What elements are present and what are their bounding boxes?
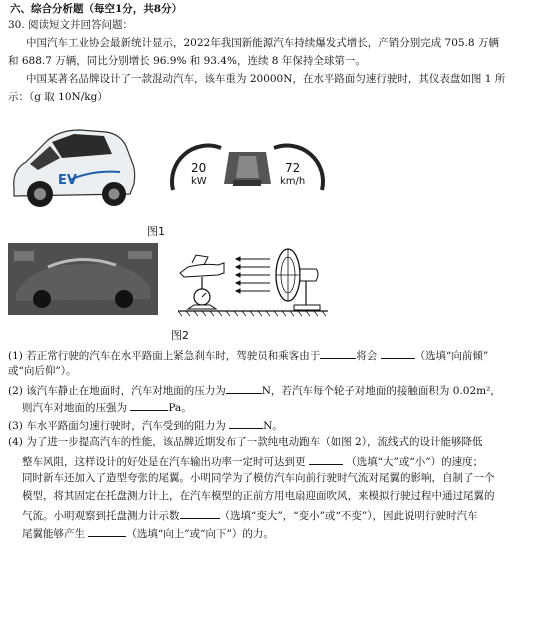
- question-4-line-1: (4) 为了进一步提高汽车的性能，该品牌近期发布了一款纯电动跑车（如图 2），流线式的设计能够降低: [8, 436, 483, 448]
- figure-2-caption: 图2: [171, 329, 189, 342]
- answer-blank-4c[interactable]: [88, 526, 126, 537]
- answer-blank-4a[interactable]: [309, 454, 343, 465]
- paragraph-1-line-1: 中国汽车工业协会最新统计显示，2022年我国新能源汽车持续爆发式增长，产销分别完成 705.8 万辆: [26, 37, 499, 49]
- intro-text: 阅读短文并回答问题：: [28, 19, 134, 31]
- power-value: 20: [191, 161, 207, 175]
- question-number: 30.: [8, 19, 25, 31]
- question-4-text-d: （选填“变大”，“变小”或“不变”），因此说明行驶时汽车: [219, 510, 478, 522]
- answer-blank-1b[interactable]: [381, 348, 415, 359]
- question-2-line-2: [22, 400, 192, 415]
- answer-blank-4b[interactable]: [180, 508, 220, 519]
- car-logo: EV: [58, 173, 77, 188]
- question-4-line-3: 同时新车还加入了造型夸张的尾翼。小明同学为了模仿汽车向前行驶时气流对尾翼的影响，自制了一个: [22, 472, 495, 484]
- question-4-line-4: 模型，将其固定在托盘测力计上，在汽车模型的正前方用电扇迎面吹风，来模拟行驶过程中通过尾翼的: [22, 490, 495, 502]
- figure-1-caption: 图1: [147, 225, 165, 238]
- sports-car-photo: [8, 243, 158, 315]
- answer-blank-1a[interactable]: [320, 348, 356, 359]
- question-4-line-5: [22, 508, 477, 523]
- question-30-intro: [8, 19, 133, 32]
- question-1-line-2: 或“向后仰”）。: [8, 365, 77, 377]
- question-2-text-c: 则汽车对地面的压强为: [22, 402, 127, 414]
- question-3-text: (3) 车水平路面匀速行驶时，汽车受到的阻力为: [8, 420, 226, 432]
- question-4-line-6: [22, 526, 274, 541]
- speed-value: 72: [285, 161, 301, 175]
- car-photo: [8, 118, 138, 218]
- question-2-line-1: [8, 383, 501, 398]
- answer-blank-2b[interactable]: [130, 400, 168, 411]
- question-4-text-e: 尾翼能够产生: [22, 528, 85, 540]
- power-unit: kW: [191, 176, 207, 187]
- question-1-text: (1) 若正常行驶的汽车在水平路面上紧急刹车时，驾驶员和乘客由于: [8, 350, 321, 362]
- paragraph-2-line-2: 示：（g 取 10N/kg）: [8, 91, 108, 103]
- question-2-text-b: N，若汽车每个轮子对地面的接触面积为 0.02m²，: [261, 385, 501, 397]
- question-2-text-d: Pa。: [168, 402, 192, 414]
- paragraph-1-line-2: 和 688.7 万辆，同比分别增长 96.9% 和 93.4%，连续 8 年保持全球第一。: [8, 55, 366, 67]
- question-1-text-b: 将会: [356, 350, 378, 362]
- section-heading: 六、综合分析题（每空1分，共8分）: [10, 3, 183, 15]
- question-2-text: (2) 该汽车静止在地面时，汽车对地面的压力为: [8, 385, 226, 397]
- question-1-line-1: [8, 348, 488, 363]
- question-4-text-c: 气流。小明观察到托盘测力计示数: [22, 510, 180, 522]
- speed-unit: km/h: [280, 176, 306, 187]
- wind-experiment-diagram: [178, 243, 328, 325]
- question-4-text-a: 整车风阻，这样设计的好处是在汽车输出功率一定时可达到更: [22, 456, 306, 468]
- dashboard: [165, 142, 330, 194]
- question-1-text-c: （选填“向前倾”: [414, 350, 489, 362]
- answer-blank-2a[interactable]: [226, 383, 262, 394]
- question-3-line-1: [8, 418, 283, 433]
- question-3-text-b: N。: [263, 420, 283, 432]
- question-4-line-2: [22, 454, 483, 469]
- question-4-text-f: （选填“向上”或“向下”）的力。: [126, 528, 274, 540]
- question-4-text-b: （选填“大”或“小”）的速度；: [346, 456, 484, 468]
- answer-blank-3[interactable]: [229, 418, 263, 429]
- paragraph-2-line-1: 中国某著名品牌设计了一款混动汽车，该车重为 20000N，在水平路面匀速行驶时，其仪表盘如图 1 所: [26, 73, 506, 85]
